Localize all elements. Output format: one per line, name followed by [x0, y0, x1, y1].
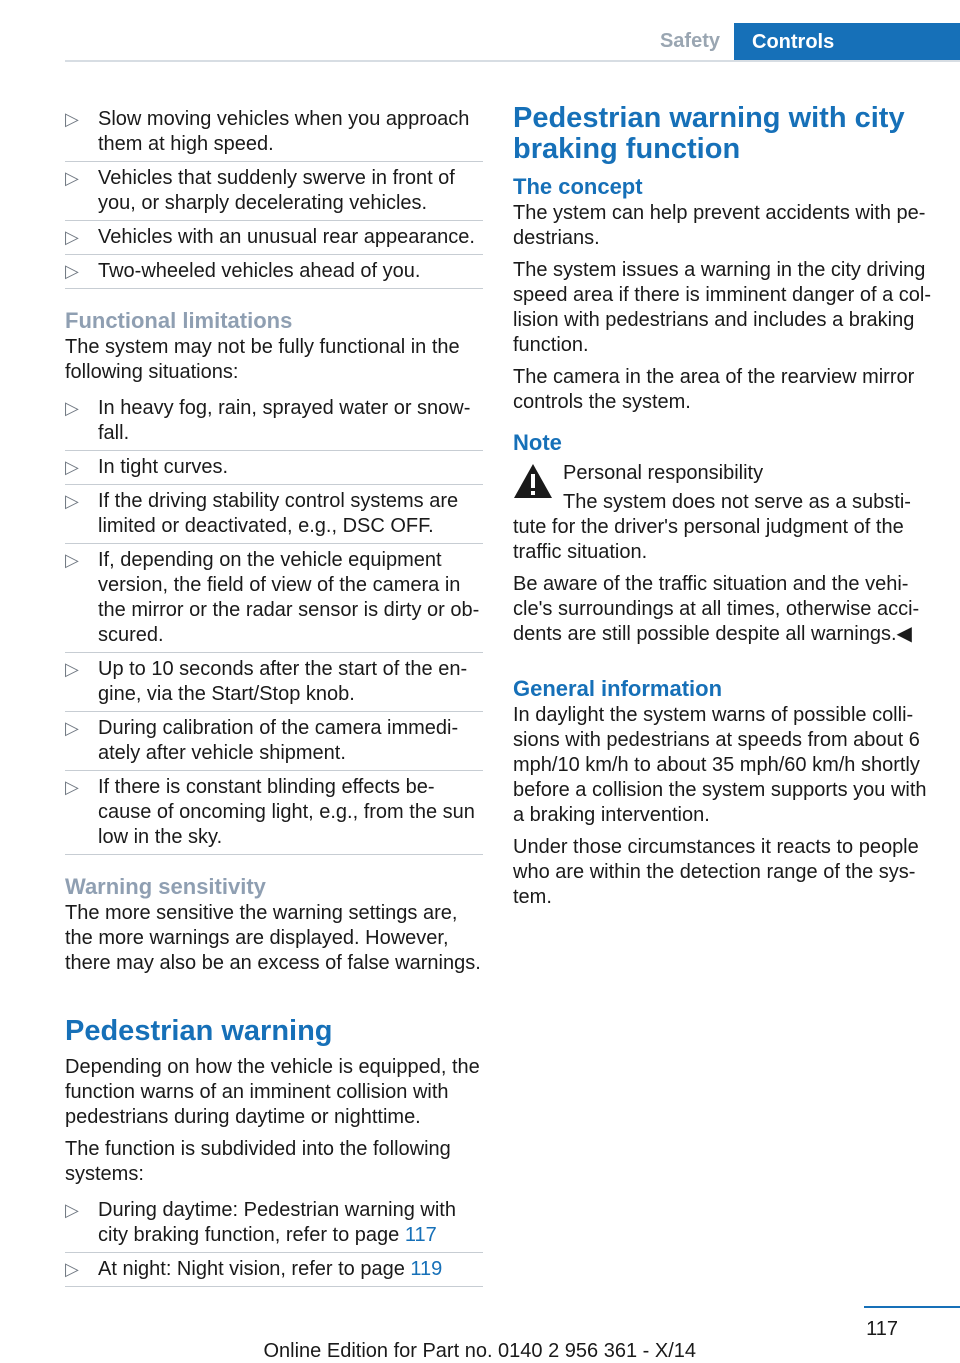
header-rule	[65, 60, 960, 62]
concept-p2: The system issues a warning in the city driving speed area if there is imminent danger of a col-lision with pedestrians and includes a braking function.	[513, 259, 931, 356]
general-information-p2: Under those circumstances it reacts to people who are within the detection range of the sys-tem.	[513, 836, 919, 908]
page-header	[0, 0, 960, 62]
list-item-text: Slow moving vehicles when you approach them at high speed.	[98, 108, 470, 155]
list-item-text: In heavy fog, rain, sprayed water or snow-fall.	[98, 397, 471, 444]
list-item-text: If the driving stability control systems are limited or deactivated, e.g., DSC OFF.	[98, 490, 459, 537]
pedestrian-warning-p1: Depending on how the vehicle is equipped, the function warns of an imminent collision with pedestrians during daytime or nighttime.	[65, 1056, 480, 1128]
list-item	[65, 451, 483, 485]
bullet-icon: ▷	[65, 457, 79, 477]
list-item	[65, 1253, 483, 1287]
tab-safety[interactable]: Safety	[659, 30, 720, 52]
functional-limitations-list	[65, 392, 483, 855]
list-item-text: If there is constant blinding effects be-cause of oncoming light, e.g., from the sun low in the sky.	[98, 776, 475, 848]
general-information-p1: In daylight the system warns of possible colli-sions with pedestrians at speeds from about 6 mph/10 km/h to about 35 mph/60 km/h shortly before a collision the system supports you with a braking intervention.	[513, 704, 927, 826]
list-item-text: If, depending on the vehicle equipment version, the field of view of the camera in the mirror or the radar sensor is dirty or ob-scured.	[98, 549, 480, 646]
note-title: Personal responsibility	[563, 462, 764, 484]
bullet-icon: ▷	[65, 1200, 79, 1220]
bullet-icon: ▷	[65, 261, 79, 281]
list-item-text: Two-wheeled vehicles ahead of you.	[98, 260, 421, 282]
list-item	[65, 771, 483, 855]
pedestrian-warning-p2: The function is subdivided into the following systems:	[65, 1138, 451, 1185]
warning-sensitivity-text: The more sensitive the warning settings are, the more warnings are displayed. However, there may also be an excess of false warnings.	[65, 902, 481, 974]
functional-limitations-intro: The system may not be fully functional in the following situations:	[65, 336, 460, 383]
bullet-icon: ▷	[65, 168, 79, 188]
bullet-icon: ▷	[65, 109, 79, 129]
bullet-icon: ▷	[65, 491, 79, 511]
warning-triangle-icon	[513, 463, 553, 499]
page-reference-link[interactable]: 117	[404, 1224, 437, 1246]
pedestrian-warning-heading: Pedestrian warning	[65, 1015, 333, 1047]
concept-p3: The camera in the area of the rearview mirror controls the system.	[513, 366, 915, 413]
list-item	[65, 544, 483, 653]
note-p2: Be aware of the traffic situation and the vehi-cle's surroundings at all times, otherwise acci-dents are still possible despite all warnings.◀	[513, 573, 920, 645]
city-braking-title: Pedestrian warning with city braking function	[513, 102, 905, 165]
list-item	[65, 162, 483, 221]
list-item-text: Vehicles with an unusual rear appearance.	[98, 226, 475, 248]
pedestrian-systems-list	[65, 1194, 483, 1287]
bullet-icon: ▷	[65, 659, 79, 679]
left-column	[65, 103, 483, 1287]
edition-text: Online Edition for Part no. 0140 2 956 361 - X/14	[263, 1340, 696, 1362]
list-item-text: During daytime: Pedestrian warning with city braking function, refer to page	[98, 1199, 456, 1246]
list-item	[65, 255, 483, 289]
bullet-icon: ▷	[65, 227, 79, 247]
vehicle-limitations-list	[65, 103, 483, 289]
list-item	[65, 221, 483, 255]
bullet-icon: ▷	[65, 398, 79, 418]
list-item	[65, 103, 483, 162]
bullet-icon: ▷	[65, 550, 79, 570]
concept-heading: The concept	[513, 174, 643, 199]
list-item	[65, 485, 483, 544]
note-text: tute for the driver's personal judgment of the traffic situation.	[513, 516, 904, 563]
warning-sensitivity-heading: Warning sensitivity	[65, 874, 266, 899]
bullet-icon: ▷	[65, 718, 79, 738]
functional-limitations-heading: Functional limitations	[65, 308, 293, 333]
list-item	[65, 1194, 483, 1253]
footer-rule	[864, 1306, 960, 1308]
bullet-icon: ▷	[65, 1259, 79, 1279]
list-item-text: Vehicles that suddenly swerve in front of you, or sharply decelerating vehicles.	[98, 167, 455, 214]
bullet-icon: ▷	[65, 777, 79, 797]
note-heading: Note	[513, 430, 562, 455]
list-item	[65, 392, 483, 451]
list-item-text: At night: Night vision, refer to page	[98, 1258, 411, 1280]
list-item-text: During calibration of the camera immedi-ately after vehicle shipment.	[98, 717, 459, 764]
list-item	[65, 712, 483, 771]
concept-p1: The ystem can help prevent accidents with pe-destrians.	[513, 202, 926, 249]
right-column	[513, 103, 933, 917]
list-item-text: In tight curves.	[98, 456, 229, 478]
note-line1: The system does not serve as a substi-	[563, 491, 911, 513]
page-reference-link[interactable]: 119	[410, 1258, 443, 1280]
tab-controls[interactable]: Controls	[734, 23, 960, 62]
list-item	[65, 653, 483, 712]
list-item-text: Up to 10 seconds after the start of the en-gine, via the Start/Stop knob.	[98, 658, 468, 705]
note-block	[513, 461, 933, 515]
general-information-heading: General information	[513, 676, 723, 701]
page-number: 117	[866, 1318, 898, 1340]
